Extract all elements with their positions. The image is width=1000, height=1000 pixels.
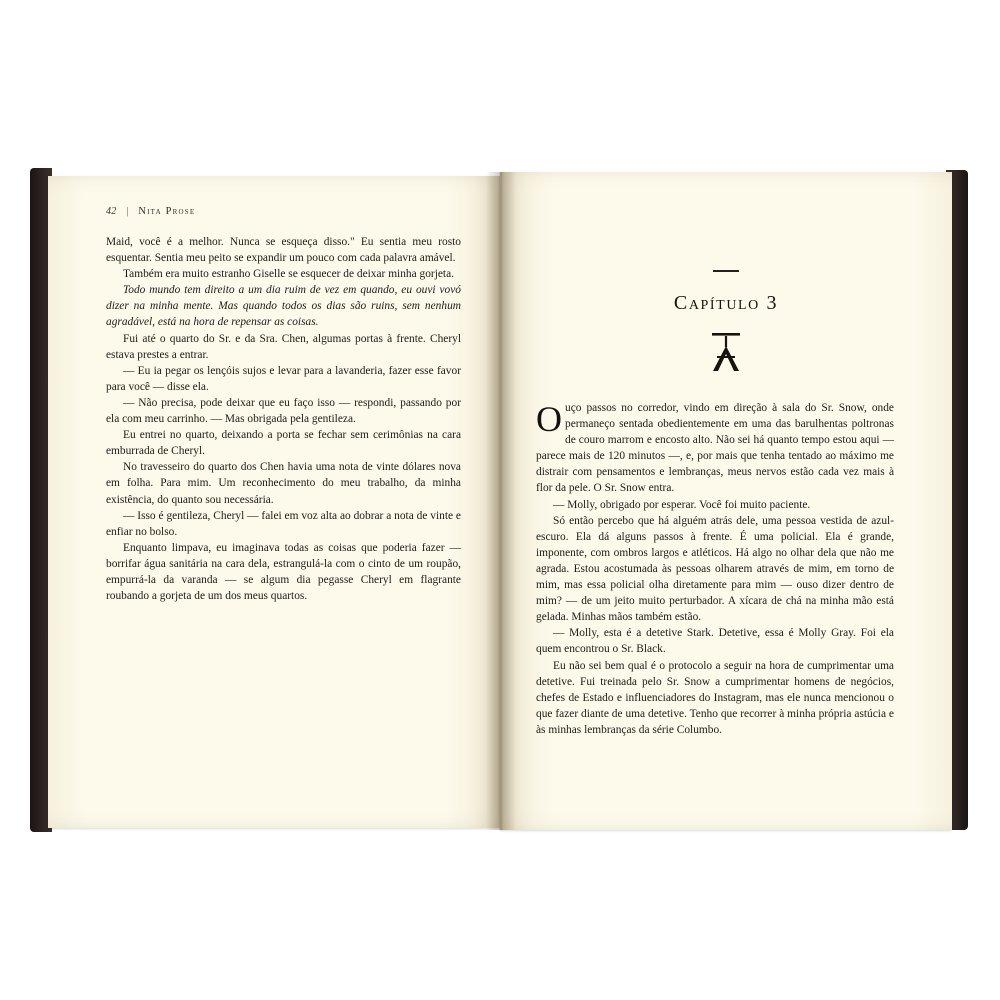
paragraph: — Não precisa, pode deixar que eu faço isso — respondi, passando por ela com meu carrinho. — Mas obrigada pela gentileza. bbox=[106, 396, 461, 426]
chapter-title: Capítulo 3 bbox=[673, 292, 779, 314]
paragraph: Eu não sei bem qual é o protocolo a seguir na hora de cumprimentar uma detetive. Fui treinada pelo Sr. Snow a cumprimentar homens de negócios, chefes de Estado e influenciadores do Instagram, mas ele nunca mencionou o que fazer diante de uma detetive. Tenho que recorrer à minha própria astúcia e às minhas lembranças da série Columbo. bbox=[536, 659, 894, 736]
paragraph: Fui até o quarto do Sr. e da Sra. Chen, algumas portas à frente. Cheryl estava prestes a entrar. bbox=[106, 332, 461, 361]
left-page-body bbox=[106, 234, 461, 604]
paragraph: — Molly, esta é a detetive Stark. Detetive, essa é Molly Gray. Foi ela quem encontrou o Sr. Black. bbox=[536, 627, 894, 656]
paragraph: No travesseiro do quarto dos Chen havia uma nota de vinte dólares nova em folha. Para mim. Um reconhecimento do meu trabalho, da minha existência, do quanto sou necessária. bbox=[106, 461, 461, 506]
chapter-rule bbox=[713, 270, 739, 272]
page-folio: 42 bbox=[106, 206, 117, 217]
drop-cap: O bbox=[536, 399, 562, 439]
left-page bbox=[48, 176, 500, 828]
paragraph: — Eu ia pegar os lençóis sujos e levar para a lavanderia, fazer esse favor para você — disse ela. bbox=[106, 364, 461, 393]
paragraph: Também era muito estranho Giselle se esquecer de deixar minha gorjeta. bbox=[123, 268, 454, 281]
paragraph: Só então percebo que há alguém atrás dele, uma pessoa vestida de azul-escuro. Ela dá alguns passos à frente. É uma policial. Ela é grande, imponente, com ombros largos e atléticos. Há algo no olhar dela que não me agrada. Estou acostumada às pessoas olharem através de mim, em torno de mim, mas essa policial olha diretamente para mim — ouso dizer dentro de mim? — de um jeito muito perturbador. A xícara de chá na minha mão está gelada. Minhas mãos também estão. bbox=[536, 514, 894, 624]
chapter-ornament-icon bbox=[706, 330, 746, 374]
running-head-separator: | bbox=[126, 206, 129, 217]
paragraph: — Molly, obrigado por esperar. Você foi muito paciente. bbox=[553, 498, 811, 511]
paragraph-italic-quote: Todo mundo tem direito a um dia ruim de vez em quando, eu ouvi vovó dizer na minha mente. Mas quando todos os dias são ruins, sem nenhum agradável, está na hora de repensar as coisas. bbox=[106, 284, 461, 329]
paragraph-opening bbox=[536, 400, 894, 497]
running-head bbox=[106, 206, 195, 217]
running-head-author: Nita Prose bbox=[138, 206, 196, 217]
paragraph-text: uço passos no corredor, vindo em direção à sala do Sr. Snow, onde permaneço sentada obedientemente em uma das barulhentas poltronas de couro marrom e encosto alto. Não sei há quanto tempo estou aqui — parece mais de 120 minutos —, e, por mais que tenha tentado ao máximo me distrair com pensamentos e lembranças, meus nervos estão cada vez mais à flor da pele. O Sr. Snow entra. bbox=[536, 402, 894, 495]
paragraph: — Isso é gentileza, Cheryl — falei em voz alta ao dobrar a nota de vinte e enfiar no bolso. bbox=[106, 509, 461, 538]
paragraph: Eu entrei no quarto, deixando a porta se fechar sem cerimônias na cara emburrada de Cheryl. bbox=[106, 429, 461, 458]
right-page bbox=[500, 172, 952, 830]
right-page-body bbox=[536, 400, 894, 738]
paragraph: Maid, você é a melhor. Nunca se esqueça disso." Eu sentia meu rosto esquentar. Sentia meu peito se expandir um pouco com cada palavra amável. bbox=[106, 236, 461, 265]
paragraph: Enquanto limpava, eu imaginava todas as coisas que poderia fazer — borrifar água sanitária na cara dela, estrangulá-la com o cinto de um roupão, empurrá-la da varanda — se algum dia pegasse Cheryl em flagrante roubando a gorjeta de um dos meus quartos. bbox=[106, 541, 461, 603]
